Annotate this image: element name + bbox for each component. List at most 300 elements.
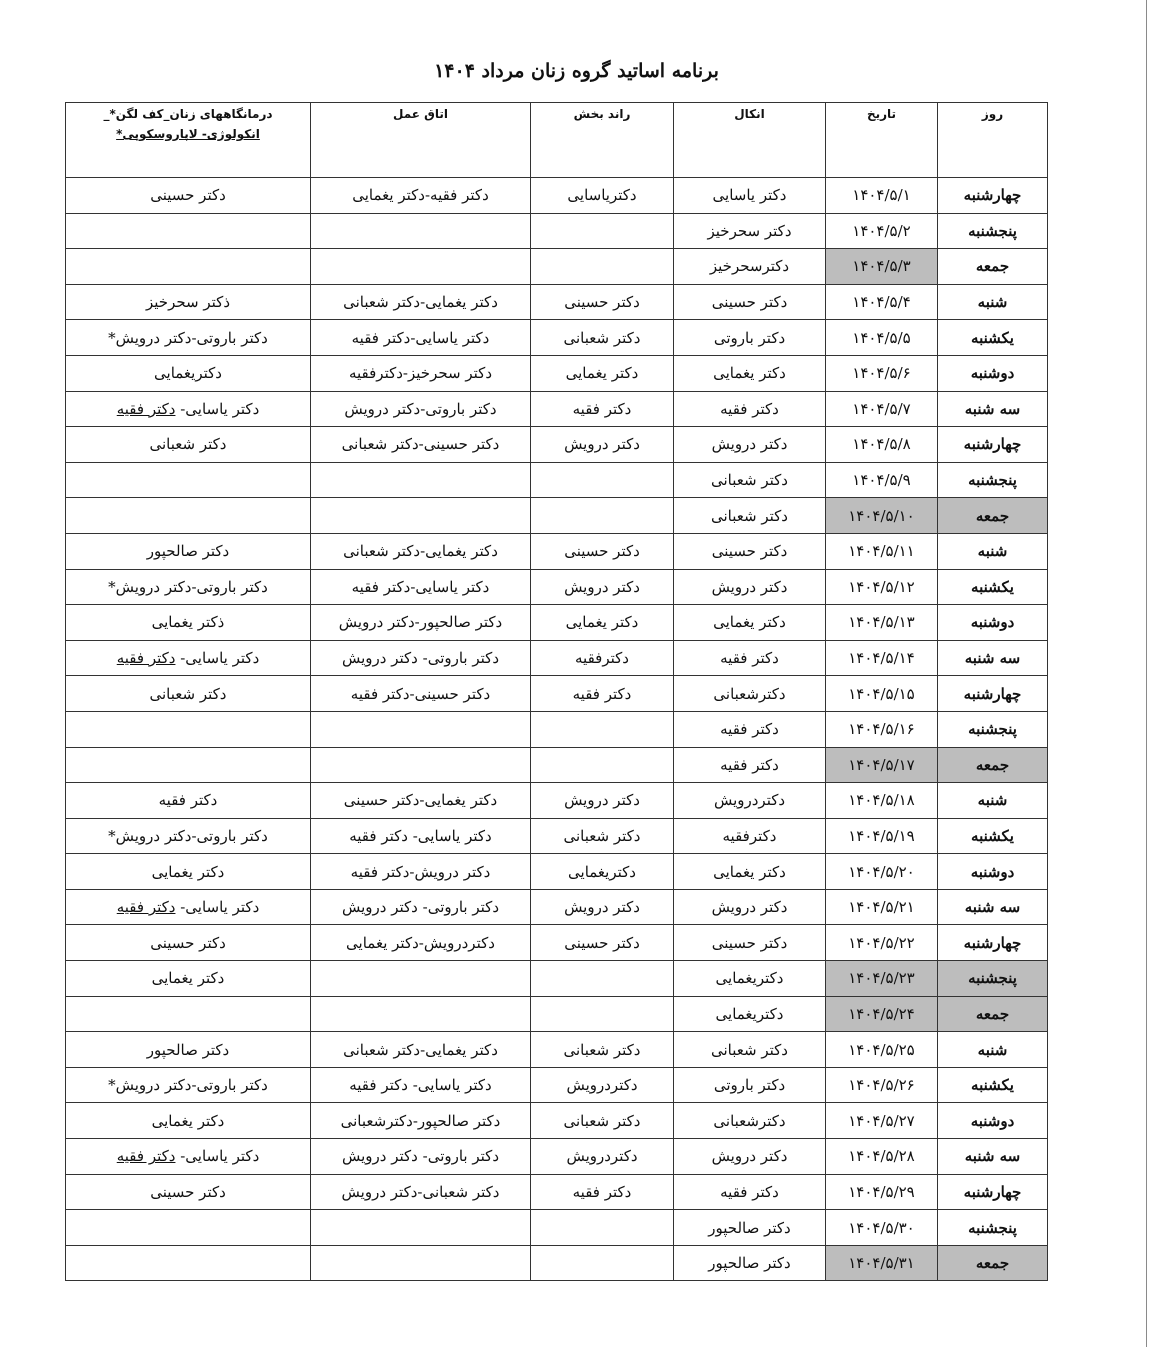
operating-room-cell — [311, 1245, 531, 1281]
clinic-cell-text: دکتر حسینی — [150, 186, 226, 205]
oncall-cell-text: دکتر باروتی — [713, 1076, 786, 1095]
operating-room-cell-text: دکتر یغمایی-دکتر شعبانی — [343, 1040, 498, 1059]
oncall-cell — [674, 427, 826, 463]
operating-room-cell — [311, 498, 531, 534]
oncall-cell — [674, 961, 826, 997]
ward-round-cell — [531, 320, 674, 356]
day-cell-text: یکشنبه — [971, 577, 1014, 596]
oncall-cell-text: دکترشعبانی — [713, 684, 786, 703]
date-cell — [826, 925, 938, 961]
clinic-cell — [66, 996, 311, 1032]
header-operating-room: اتاق عمل — [311, 103, 531, 178]
day-cell-text: چهارشنبه — [963, 435, 1022, 454]
date-cell — [826, 783, 938, 819]
operating-room-cell — [311, 747, 531, 783]
ward-round-cell — [531, 605, 674, 641]
ward-round-cell-text: دکتر حسینی — [564, 293, 640, 312]
operating-room-cell — [311, 889, 531, 925]
ward-round-cell — [531, 1067, 674, 1103]
ward-round-cell — [531, 711, 674, 747]
table-row — [66, 284, 1048, 320]
operating-room-cell — [311, 711, 531, 747]
ward-round-cell-text: دکتر درویش — [564, 577, 640, 596]
date-cell — [826, 569, 938, 605]
ward-round-cell — [531, 569, 674, 605]
day-cell — [938, 533, 1048, 569]
operating-room-cell-text: دکتر باروتی- دکتر درویش — [342, 898, 499, 917]
ward-round-cell — [531, 213, 674, 249]
oncall-cell — [674, 462, 826, 498]
ward-round-cell — [531, 640, 674, 676]
day-cell-text: شنبه — [977, 542, 1008, 561]
day-cell-text: چهارشنبه — [963, 186, 1022, 205]
clinic-cell-text: دکتر حسینی — [150, 933, 226, 952]
day-cell-text: جمعه — [975, 1254, 1010, 1273]
day-cell — [938, 676, 1048, 712]
operating-room-cell-text: دکتر یغمایی-دکتر شعبانی — [343, 293, 498, 312]
oncall-cell — [674, 1174, 826, 1210]
oncall-cell-text: دکتر شعبانی — [711, 471, 788, 490]
table-row — [66, 640, 1048, 676]
ward-round-cell — [531, 961, 674, 997]
date-cell-text: ۱۴۰۴/۵/۹ — [852, 471, 911, 490]
oncall-cell — [674, 818, 826, 854]
operating-room-cell — [311, 996, 531, 1032]
operating-room-cell — [311, 1103, 531, 1139]
date-cell-text: ۱۴۰۴/۵/۲۸ — [848, 1147, 915, 1166]
day-cell-text: شنبه — [977, 1040, 1008, 1059]
oncall-cell-text: دکتر درویش — [711, 577, 788, 596]
date-cell — [826, 1103, 938, 1139]
table-row — [66, 676, 1048, 712]
date-cell-text: ۱۴۰۴/۵/۳۰ — [848, 1218, 915, 1237]
day-cell-text: سه شنبه — [964, 898, 1021, 917]
oncall-cell-text: دکتریغمایی — [715, 1004, 784, 1023]
header-clinics-line2: انکولوژی- لاپاروسکوپی* — [116, 127, 260, 141]
oncall-cell-text: دکتر یغمایی — [713, 613, 786, 632]
clinic-cell — [66, 818, 311, 854]
date-cell — [826, 178, 938, 214]
day-cell-text: دوشنبه — [970, 862, 1015, 881]
date-cell-text: ۱۴۰۴/۵/۲۳ — [848, 969, 915, 988]
date-cell-text: ۱۴۰۴/۵/۱۵ — [848, 684, 915, 703]
clinic-cell-text: دکتر باروتی-دکتر درویش* — [108, 826, 268, 845]
day-cell — [938, 925, 1048, 961]
oncall-cell — [674, 605, 826, 641]
table-row — [66, 747, 1048, 783]
oncall-cell-text: دکتر باروتی — [713, 328, 786, 347]
clinic-text-part2: دکتر فقیه — [116, 898, 176, 917]
date-cell — [826, 498, 938, 534]
table-row — [66, 462, 1048, 498]
day-cell — [938, 640, 1048, 676]
oncall-cell-text: دکتر درویش — [711, 435, 788, 454]
clinic-cell-text: دکتر باروتی-دکتر درویش* — [108, 1076, 268, 1095]
table-row — [66, 889, 1048, 925]
operating-room-cell — [311, 1174, 531, 1210]
ward-round-cell — [531, 178, 674, 214]
clinic-cell-text: دکتر شعبانی — [149, 435, 227, 454]
day-cell-text: پنجشنبه — [968, 720, 1017, 739]
ward-round-cell-text: دکتر شعبانی — [563, 1111, 641, 1130]
day-cell-text: سه شنبه — [964, 649, 1021, 668]
ward-round-cell — [531, 1032, 674, 1068]
day-cell — [938, 1174, 1048, 1210]
date-cell-text: ۱۴۰۴/۵/۱۳ — [848, 613, 915, 632]
day-cell — [938, 355, 1048, 391]
day-cell — [938, 711, 1048, 747]
clinic-cell — [66, 605, 311, 641]
day-cell — [938, 249, 1048, 285]
day-cell — [938, 1032, 1048, 1068]
table-row — [66, 355, 1048, 391]
date-cell — [826, 605, 938, 641]
clinic-text-part1: دکتر یاسایی- — [175, 399, 260, 418]
operating-room-cell — [311, 1139, 531, 1175]
clinic-cell-text: دکتر یغمایی — [151, 1111, 225, 1130]
clinic-cell — [66, 462, 311, 498]
oncall-cell — [674, 676, 826, 712]
ward-round-cell — [531, 462, 674, 498]
day-cell-text: جمعه — [975, 257, 1010, 276]
date-cell-text: ۱۴۰۴/۵/۲۷ — [848, 1111, 915, 1130]
date-cell — [826, 462, 938, 498]
clinic-cell — [66, 427, 311, 463]
date-cell — [826, 889, 938, 925]
clinic-cell-text: دکتر صالحپور — [146, 1040, 230, 1059]
table-row — [66, 961, 1048, 997]
date-cell-text: ۱۴۰۴/۵/۱۸ — [848, 791, 915, 810]
oncall-cell-text: دکتر فقیه — [720, 649, 779, 668]
header-oncall: انکال — [674, 103, 826, 178]
operating-room-cell-text: دکتر باروتی- دکتر درویش — [342, 649, 499, 668]
ward-round-cell-text: دکتر فقیه — [572, 399, 632, 418]
day-cell-text: سه شنبه — [964, 399, 1021, 418]
clinic-cell — [66, 498, 311, 534]
clinic-text-part1: دکتر یاسایی- — [175, 649, 260, 668]
date-cell-text: ۱۴۰۴/۵/۴ — [852, 293, 911, 312]
day-cell — [938, 961, 1048, 997]
operating-room-cell-text: دکتر یاسایی-دکتر فقیه — [351, 328, 490, 347]
oncall-cell-text: دکترفقیه — [722, 826, 777, 845]
operating-room-cell — [311, 178, 531, 214]
clinic-cell-text: دکتر یغمایی — [151, 862, 225, 881]
table-row — [66, 1103, 1048, 1139]
day-cell-text: دوشنبه — [970, 1111, 1015, 1130]
oncall-cell — [674, 783, 826, 819]
clinic-cell-text: دکتریغمایی — [154, 364, 222, 383]
date-cell-text: ۱۴۰۴/۵/۱۰ — [848, 506, 915, 525]
date-cell — [826, 249, 938, 285]
operating-room-cell — [311, 854, 531, 890]
oncall-cell — [674, 889, 826, 925]
date-cell — [826, 1245, 938, 1281]
date-cell — [826, 640, 938, 676]
day-cell-text: یکشنبه — [971, 1076, 1014, 1095]
clinic-cell-text: دکتر صالحپور — [146, 542, 230, 561]
operating-room-cell — [311, 462, 531, 498]
day-cell — [938, 1139, 1048, 1175]
oncall-cell-text: دکتردرویش — [713, 791, 786, 810]
clinic-cell-text: دکتر حسینی — [150, 1182, 226, 1201]
oncall-cell-text: دکتر شعبانی — [711, 1040, 788, 1059]
operating-room-cell — [311, 213, 531, 249]
date-cell-text: ۱۴۰۴/۵/۲ — [852, 221, 911, 240]
clinic-cell — [66, 1139, 311, 1175]
header-row — [66, 103, 1048, 178]
oncall-cell — [674, 1210, 826, 1246]
ward-round-cell-text: دکتردرویش — [566, 1147, 638, 1166]
ward-round-cell-text: دکتر حسینی — [564, 542, 640, 561]
oncall-cell-text: دکترسحرخیز — [709, 257, 790, 276]
header-ward-round: راند بخش — [531, 103, 674, 178]
clinic-cell — [66, 640, 311, 676]
date-cell — [826, 1210, 938, 1246]
clinic-cell-text: دکتر یغمایی — [151, 969, 225, 988]
day-cell-text: یکشنبه — [971, 328, 1014, 347]
date-cell-text: ۱۴۰۴/۵/۶ — [852, 364, 911, 383]
ward-round-cell — [531, 996, 674, 1032]
operating-room-cell — [311, 427, 531, 463]
table-row — [66, 1032, 1048, 1068]
date-cell-text: ۱۴۰۴/۵/۱۷ — [848, 755, 915, 774]
day-cell — [938, 818, 1048, 854]
table-row — [66, 854, 1048, 890]
operating-room-cell-text: دکتر یاسایی-دکتر فقیه — [351, 577, 490, 596]
oncall-cell — [674, 1032, 826, 1068]
clinic-cell-text: دکتر باروتی-دکتر درویش* — [108, 577, 268, 596]
operating-room-cell — [311, 391, 531, 427]
day-cell-text: دوشنبه — [970, 613, 1015, 632]
operating-room-cell-text: دکتر باروتی-دکتر درویش — [344, 399, 497, 418]
clinic-cell — [66, 1103, 311, 1139]
date-cell-text: ۱۴۰۴/۵/۲۶ — [848, 1076, 915, 1095]
ward-round-cell-text: دکتر یغمایی — [565, 364, 639, 383]
operating-room-cell-text: دکتر یغمایی-دکتر شعبانی — [343, 542, 498, 561]
ward-round-cell-text: دکتر حسینی — [564, 933, 640, 952]
date-cell — [826, 676, 938, 712]
oncall-cell — [674, 1067, 826, 1103]
table-row — [66, 783, 1048, 819]
ward-round-cell — [531, 533, 674, 569]
date-cell-text: ۱۴۰۴/۵/۲۹ — [848, 1182, 915, 1201]
table-row — [66, 996, 1048, 1032]
table-row — [66, 569, 1048, 605]
oncall-cell — [674, 284, 826, 320]
table-row — [66, 1174, 1048, 1210]
clinic-cell-text: دکتر شعبانی — [149, 684, 227, 703]
ward-round-cell — [531, 1210, 674, 1246]
ward-round-cell — [531, 1139, 674, 1175]
oncall-cell — [674, 178, 826, 214]
ward-round-cell-text: دکتریغمایی — [568, 862, 636, 881]
operating-room-cell — [311, 961, 531, 997]
day-cell — [938, 1210, 1048, 1246]
day-cell-text: جمعه — [975, 1004, 1010, 1023]
operating-room-cell — [311, 1210, 531, 1246]
date-cell-text: ۱۴۰۴/۵/۲۰ — [848, 862, 915, 881]
operating-room-cell-text: دکتر حسینی-دکتر شعبانی — [341, 435, 500, 454]
operating-room-cell — [311, 925, 531, 961]
clinic-cell — [66, 961, 311, 997]
operating-room-cell-text: دکتر باروتی- دکتر درویش — [342, 1147, 499, 1166]
clinic-cell — [66, 355, 311, 391]
date-cell — [826, 1067, 938, 1103]
date-cell — [826, 996, 938, 1032]
operating-room-cell — [311, 320, 531, 356]
day-cell — [938, 498, 1048, 534]
clinic-cell — [66, 854, 311, 890]
clinic-cell-text: دکتر باروتی-دکتر درویش* — [108, 328, 268, 347]
operating-room-cell — [311, 355, 531, 391]
ward-round-cell — [531, 925, 674, 961]
clinic-cell — [66, 1245, 311, 1281]
table-row — [66, 213, 1048, 249]
operating-room-cell — [311, 676, 531, 712]
operating-room-cell-text: دکتر یاسایی- دکتر فقیه — [349, 826, 492, 845]
ward-round-cell — [531, 854, 674, 890]
oncall-cell — [674, 1245, 826, 1281]
oncall-cell-text: دکتریغمایی — [715, 969, 784, 988]
oncall-cell — [674, 640, 826, 676]
ward-round-cell — [531, 1245, 674, 1281]
day-cell — [938, 462, 1048, 498]
date-cell — [826, 427, 938, 463]
clinic-cell — [66, 213, 311, 249]
table-row — [66, 925, 1048, 961]
clinic-cell — [66, 320, 311, 356]
oncall-cell — [674, 391, 826, 427]
day-cell-text: پنجشنبه — [968, 969, 1017, 988]
oncall-cell — [674, 569, 826, 605]
day-cell-text: چهارشنبه — [963, 1182, 1022, 1201]
table-row — [66, 1245, 1048, 1281]
day-cell — [938, 213, 1048, 249]
oncall-cell — [674, 320, 826, 356]
operating-room-cell-text: دکتر درویش-دکتر فقیه — [350, 862, 491, 881]
oncall-cell — [674, 213, 826, 249]
oncall-cell-text: دکتر فقیه — [720, 399, 779, 418]
ward-round-cell-text: دکتر فقیه — [572, 1182, 632, 1201]
oncall-cell-text: دکتر شعبانی — [711, 506, 788, 525]
date-cell — [826, 711, 938, 747]
ward-round-cell-text: دکتر شعبانی — [563, 826, 641, 845]
ward-round-cell — [531, 747, 674, 783]
date-cell-text: ۱۴۰۴/۵/۲۲ — [848, 933, 915, 952]
oncall-cell — [674, 498, 826, 534]
day-cell — [938, 1067, 1048, 1103]
table-row — [66, 533, 1048, 569]
ward-round-cell — [531, 355, 674, 391]
date-cell-text: ۱۴۰۴/۵/۱۴ — [848, 649, 915, 668]
oncall-cell — [674, 996, 826, 1032]
date-cell — [826, 533, 938, 569]
table-row — [66, 498, 1048, 534]
ward-round-cell-text: دکتر درویش — [564, 791, 640, 810]
date-cell — [826, 391, 938, 427]
clinic-cell — [66, 889, 311, 925]
operating-room-cell-text: دکتر حسینی-دکتر فقیه — [350, 684, 491, 703]
page-title: برنامه اساتید گروه زنان مرداد ۱۴۰۴ — [434, 60, 719, 82]
clinic-cell — [66, 711, 311, 747]
day-cell-text: چهارشنبه — [963, 933, 1022, 952]
day-cell — [938, 320, 1048, 356]
clinic-cell-text: ذکتر سحرخیز — [146, 293, 230, 312]
operating-room-cell-text: دکتر یاسایی- دکتر فقیه — [349, 1076, 492, 1095]
ward-round-cell-text: دکتر درویش — [564, 435, 640, 454]
date-cell-text: ۱۴۰۴/۵/۱ — [852, 186, 911, 205]
day-cell-text: سه شنبه — [964, 1147, 1021, 1166]
day-cell-text: یکشنبه — [971, 826, 1014, 845]
clinic-cell — [66, 1210, 311, 1246]
header-clinics-line1: درمانگاههای زنان_کف لگن*_ — [103, 107, 273, 121]
operating-room-cell — [311, 605, 531, 641]
oncall-cell — [674, 747, 826, 783]
clinic-cell — [66, 569, 311, 605]
clinic-cell — [66, 676, 311, 712]
clinic-cell — [66, 747, 311, 783]
ward-round-cell — [531, 391, 674, 427]
oncall-cell-text: دکتر صالحپور — [708, 1218, 791, 1237]
ward-round-cell — [531, 427, 674, 463]
oncall-cell — [674, 1103, 826, 1139]
day-cell-text: پنجشنبه — [968, 471, 1017, 490]
clinic-cell — [66, 925, 311, 961]
operating-room-cell-text: دکتر صالحپور-دکترشعبانی — [340, 1111, 501, 1130]
oncall-cell — [674, 925, 826, 961]
day-cell — [938, 569, 1048, 605]
oncall-cell — [674, 1139, 826, 1175]
clinic-cell — [66, 391, 311, 427]
schedule-table — [65, 102, 1048, 1281]
clinic-cell — [66, 1067, 311, 1103]
ward-round-cell-text: دکتر درویش — [564, 898, 640, 917]
operating-room-cell — [311, 640, 531, 676]
day-cell — [938, 284, 1048, 320]
clinic-cell-text: ذکتر یغمایی — [151, 613, 225, 632]
ward-round-cell — [531, 1174, 674, 1210]
ward-round-cell — [531, 284, 674, 320]
clinic-cell — [66, 1174, 311, 1210]
ward-round-cell — [531, 249, 674, 285]
oncall-cell — [674, 249, 826, 285]
clinic-text-part2: دکتر فقیه — [116, 649, 176, 668]
oncall-cell — [674, 355, 826, 391]
operating-room-cell — [311, 1067, 531, 1103]
page-edge-line — [1146, 0, 1147, 1347]
date-cell-text: ۱۴۰۴/۵/۳ — [852, 257, 911, 276]
day-cell — [938, 605, 1048, 641]
table-row — [66, 249, 1048, 285]
day-cell — [938, 1245, 1048, 1281]
day-cell — [938, 391, 1048, 427]
day-cell — [938, 1103, 1048, 1139]
ward-round-cell — [531, 1103, 674, 1139]
oncall-cell-text: دکتر حسینی — [711, 933, 788, 952]
clinic-cell — [66, 783, 311, 819]
oncall-cell-text: دکتر درویش — [711, 898, 788, 917]
table-row — [66, 427, 1048, 463]
day-cell — [938, 783, 1048, 819]
oncall-cell-text: دکتر حسینی — [711, 542, 788, 561]
operating-room-cell-text: دکتر شعبانی-دکتر درویش — [341, 1182, 500, 1201]
date-cell — [826, 1139, 938, 1175]
day-cell — [938, 854, 1048, 890]
date-cell-text: ۱۴۰۴/۵/۱۲ — [848, 577, 915, 596]
table-row — [66, 1067, 1048, 1103]
date-cell-text: ۱۴۰۴/۵/۱۶ — [848, 720, 915, 739]
table-row — [66, 605, 1048, 641]
